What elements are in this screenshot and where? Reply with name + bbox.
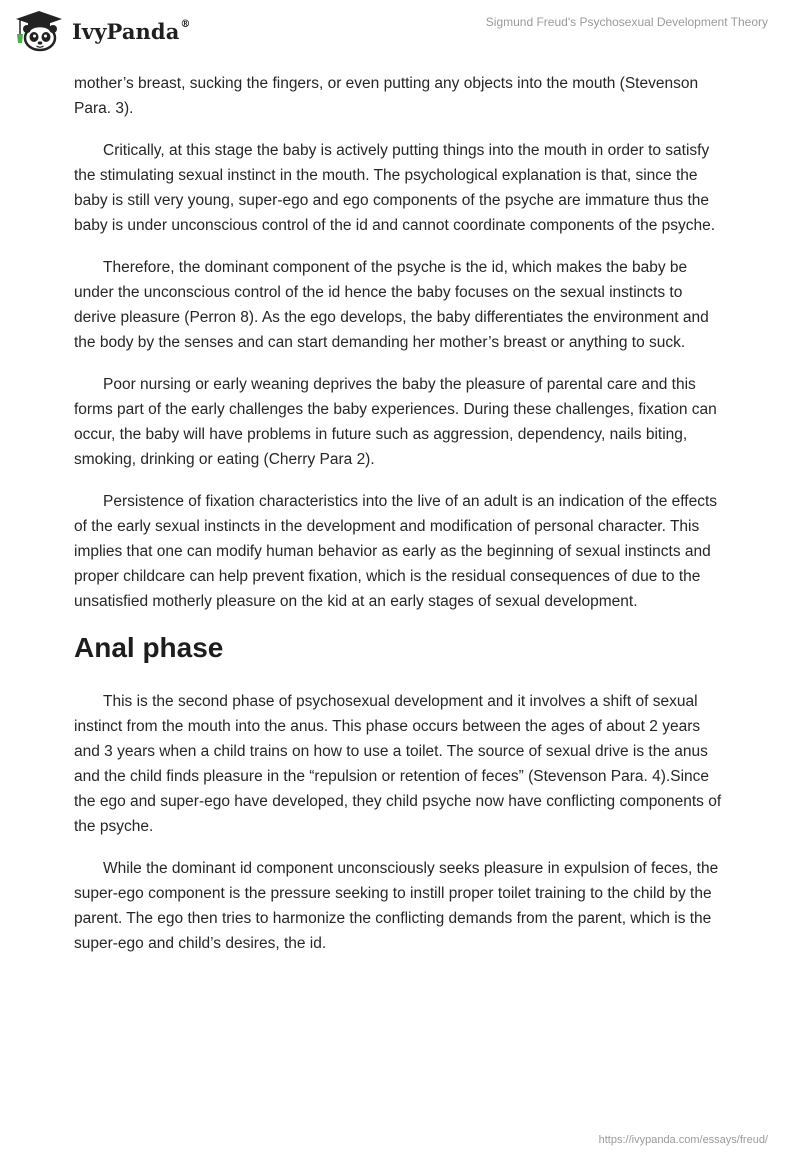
page-header	[0, 0, 800, 70]
paragraph-6: This is the second phase of psychosexual development and it involves a shift of sexual instinct from the mouth into the anus. This phase occurs between the ages of about 2 years and 3 years when a child trains on how to use a toilet. The source of sexual drive is the anus and the child finds pleasure in the “repulsion or retention of feces” (Stevenson Para. 4).Since the ego and super-ego have developed, they child psyche now have conflicting components of the psyche.	[74, 693, 722, 835]
article-body	[74, 71, 726, 973]
paragraph-3: Therefore, the dominant component of the psyche is the id, which makes the baby be under the unconscious control of the id hence the baby focuses on the sexual instincts to derive pleasure (Perron 8). As the ego develops, the baby differentiates the environment and the body by the senses and can start demanding her mother’s breast or anything to suck.	[74, 259, 709, 351]
document-title: Sigmund Freud's Psychosexual Development Theory	[485, 15, 768, 29]
section-heading-anal-phase: Anal phase	[74, 632, 224, 663]
ivypanda-logo-link[interactable]	[14, 10, 191, 52]
brand-text: IvyPanda	[72, 18, 180, 44]
paragraph-4: Poor nursing or early weaning deprives the baby the pleasure of parental care and this forms part of the early challenges the baby experiences. During these challenges, fixation can occur, the baby will have problems in future such as aggression, dependency, nails biting, smoking, drinking or eating (Cherry Para 2).	[74, 376, 717, 468]
paragraph-5: Persistence of fixation characteristics into the live of an adult is an indication of the effects of the early sexual instincts in the development and modification of personal character. This implies that one can modify human behavior as early as the beginning of sexual instincts and proper childcare can help prevent fixation, which is the residual consequences of due to the unsatisfied motherly pleasure on the kid at an early stages of sexual development.	[74, 493, 718, 610]
source-url-link[interactable]: https://ivypanda.com/essays/freud/	[598, 1134, 768, 1146]
registered-mark: ®	[180, 18, 191, 30]
brand-name	[72, 19, 191, 44]
panda-graduate-icon	[14, 10, 64, 52]
paragraph-2: Critically, at this stage the baby is actively putting things into the mouth in order to satisfy the stimulating sexual instinct in the mouth. The psychological explanation is that, since the baby is still very young, super-ego and ego components of the psyche are immature thus the baby is under unconscious control of the id and cannot coordinate components of the psyche.	[74, 142, 716, 234]
paragraph-7: While the dominant id component unconsciously seeks pleasure in expulsion of feces, the super-ego component is the pressure seeking to instill proper toilet training to the child by the parent. The ego then tries to harmonize the conflicting demands from the parent, which is the super-ego and child’s desires, the id.	[74, 860, 719, 952]
paragraph-1: mother’s breast, sucking the fingers, or even putting any objects into the mouth (Stevenson Para. 3).	[74, 75, 699, 117]
